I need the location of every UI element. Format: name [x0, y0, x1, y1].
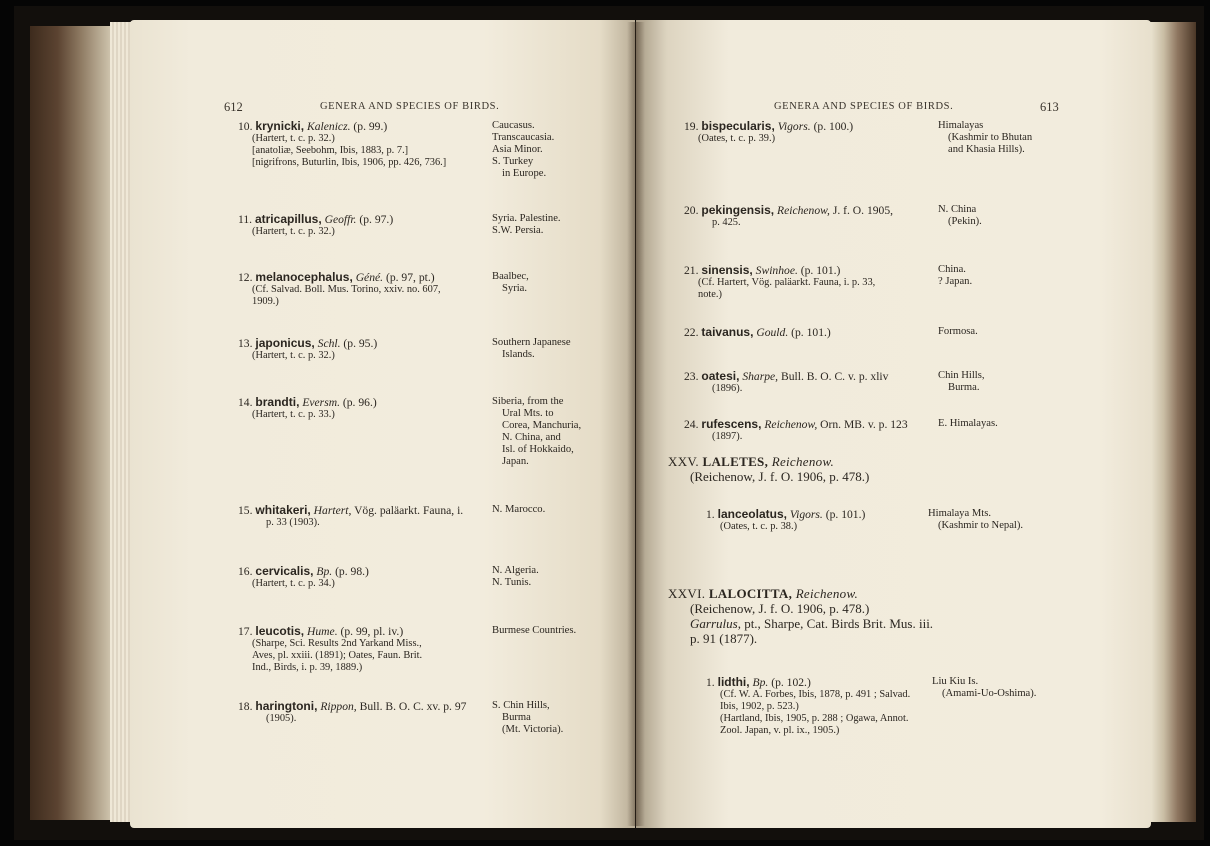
genus-name: LALETES,: [702, 454, 769, 469]
species-number: 1.: [706, 676, 715, 689]
genus-name: LALOCITTA,: [708, 586, 793, 601]
locality-line: Isl. of Hokkaido,: [502, 444, 574, 455]
species-reference: Ibis, 1902, p. 523.): [720, 701, 799, 712]
book-gutter: [627, 22, 645, 826]
locality-line: in Europe.: [502, 168, 547, 179]
species-reference: p. 425.: [712, 217, 741, 228]
book-spine-right: [1150, 22, 1196, 822]
species-reference: (Cf. Hartert, Vög. paläarkt. Fauna, i. p. 33,: [698, 277, 876, 288]
species-page-ref: (p. 95.): [343, 337, 378, 350]
species-name: lidthi,: [717, 675, 750, 689]
species-number: 1.: [706, 508, 715, 521]
species-author: Swinhoe.: [755, 264, 798, 277]
locality-line: (Kashmir to Bhutan: [948, 132, 1033, 143]
locality-line: (Pekin).: [948, 216, 982, 227]
locality-line: E. Himalayas.: [938, 418, 998, 429]
species-locality: [938, 370, 985, 394]
species-entry: [684, 120, 934, 145]
species-headline: [684, 370, 934, 383]
species-reference: note.): [698, 289, 722, 300]
species-page-ref: (p. 102.): [771, 676, 811, 689]
species-number: 12.: [238, 271, 253, 284]
species-reference: (Hartert, t. c. p. 32.): [252, 133, 335, 144]
species-name: bispecularis,: [701, 119, 775, 133]
species-name: krynicki,: [255, 119, 305, 133]
species-reference: (Hartert, t. c. p. 32.): [252, 226, 335, 237]
species-number: 18.: [238, 700, 253, 713]
genus-synonym: [668, 616, 933, 631]
locality-line: N. China: [938, 204, 977, 215]
species-name: cervicalis,: [255, 564, 314, 578]
locality-line: Burma.: [948, 382, 980, 393]
species-page-ref: (p. 97, pt.): [385, 271, 435, 284]
species-locality: [938, 418, 998, 430]
locality-line: Baalbec,: [492, 271, 529, 282]
species-locality: [492, 504, 545, 516]
species-page-ref: (p. 99.): [353, 120, 388, 133]
species-page-ref: Bull. B. O. C. xv. p. 97: [359, 700, 467, 713]
species-reference: (Oates, t. c. p. 38.): [720, 521, 798, 532]
species-number: 22.: [684, 326, 699, 339]
locality-line: Formosa.: [938, 326, 978, 337]
species-entry: [684, 204, 934, 229]
locality-line: Ural Mts. to: [502, 408, 554, 419]
genus-reference: (Reichenow, J. f. O. 1906, p. 478.): [690, 601, 870, 616]
species-author: Reichenow,: [764, 418, 818, 431]
genus-author: Reichenow.: [771, 454, 835, 469]
species-locality: [932, 676, 1036, 700]
species-locality: [938, 120, 1032, 156]
species-locality: [928, 508, 1023, 532]
genus-number: XXVI.: [668, 586, 706, 601]
species-page-ref: J. f. O. 1905,: [832, 204, 894, 217]
locality-line: Japan.: [502, 456, 529, 467]
species-name: pekingensis,: [701, 203, 775, 217]
species-entry: [706, 508, 946, 533]
species-page-ref: (p. 101.): [825, 508, 866, 521]
species-headline: [706, 508, 946, 521]
locality-line: Caucasus.: [492, 120, 535, 131]
species-name: haringtoni,: [255, 699, 318, 713]
locality-line: (Kashmir to Nepal).: [938, 520, 1024, 531]
species-number: 15.: [238, 504, 253, 517]
species-reference: (1896).: [712, 383, 743, 394]
genus-reference: (Reichenow, J. f. O. 1906, p. 478.): [690, 469, 870, 484]
locality-line: ? Japan.: [938, 276, 973, 287]
locality-line: Asia Minor.: [492, 144, 543, 155]
species-name: brandti,: [255, 395, 300, 409]
locality-line: China.: [938, 264, 966, 275]
species-headline: [684, 264, 934, 277]
species-locality: [492, 396, 581, 468]
species-headline: [684, 120, 934, 133]
species-locality: [492, 700, 563, 736]
species-page-ref: (p. 99, pl. iv.): [340, 625, 404, 638]
right-page: [636, 20, 1151, 828]
species-entry: [684, 326, 934, 339]
genus-number: XXV.: [668, 454, 699, 469]
species-name: whitakeri,: [255, 503, 311, 517]
species-name: japonicus,: [255, 336, 315, 350]
species-page-ref: (p. 98.): [335, 565, 369, 578]
species-number: 11.: [238, 213, 253, 226]
species-author: Géné.: [355, 271, 384, 284]
genus-author: Reichenow.: [795, 586, 859, 601]
species-locality: [492, 271, 529, 295]
genus-heading-laletes: [668, 454, 869, 484]
species-reference: 1909.): [252, 296, 279, 307]
locality-line: Burma: [502, 712, 531, 723]
locality-line: Transcaucasia.: [492, 132, 555, 143]
species-reference: Zool. Japan, v. pl. ix., 1905.): [720, 725, 840, 736]
locality-line: S. Turkey: [492, 156, 534, 167]
locality-line: N. Marocco.: [492, 504, 546, 515]
species-headline: [706, 676, 946, 689]
species-reference: (Cf. Salvad. Boll. Mus. Torino, xxiv. no. 607,: [252, 284, 441, 295]
species-name: lanceolatus,: [717, 507, 787, 521]
species-author: Hume.: [307, 625, 338, 638]
species-reference: (1897).: [712, 431, 743, 442]
synonym-rest: , pt., Sharpe, Cat. Birds Brit. Mus. iii.: [737, 616, 934, 631]
species-number: 14.: [238, 396, 253, 409]
species-page-ref: (p. 97.): [359, 213, 394, 226]
species-author: Bp.: [316, 565, 333, 578]
species-number: 20.: [684, 204, 699, 217]
species-reference: (Hartert, t. c. p. 33.): [252, 409, 335, 420]
species-page-ref: Orn. MB. v. p. 123: [820, 418, 908, 431]
species-number: 24.: [684, 418, 699, 431]
species-locality: [492, 565, 539, 589]
species-reference: (Hartert, t. c. p. 34.): [252, 578, 335, 589]
locality-line: Siberia, from the: [492, 396, 564, 407]
locality-line: Burmese Countries.: [492, 625, 577, 636]
species-number: 17.: [238, 625, 253, 638]
species-reference: [nigrifrons, Buturlin, Ibis, 1906, pp. 426, 736.]: [252, 157, 447, 168]
locality-line: Syria. Palestine.: [492, 213, 561, 224]
species-author: Sharpe,: [742, 370, 779, 383]
species-locality: [492, 337, 571, 361]
locality-line: and Khasia Hills).: [948, 144, 1025, 155]
species-author: Kalenicz.: [307, 120, 351, 133]
species-author: Bp.: [752, 676, 769, 689]
species-author: Gould.: [756, 326, 789, 339]
locality-line: (Mt. Victoria).: [502, 724, 564, 735]
species-author: Reichenow,: [777, 204, 830, 217]
locality-line: N. Algeria.: [492, 565, 539, 576]
species-author: Hartert,: [313, 504, 352, 517]
species-author: Schl.: [317, 337, 341, 350]
species-name: leucotis,: [255, 624, 305, 638]
species-author: Geoffr.: [324, 213, 357, 226]
species-name: atricapillus,: [254, 212, 322, 226]
locality-line: N. China, and: [502, 432, 561, 443]
species-name: oatesi,: [701, 369, 740, 383]
species-locality: [492, 625, 576, 637]
species-headline: [684, 326, 934, 339]
locality-line: Himalayas: [938, 120, 984, 131]
species-number: 23.: [684, 370, 699, 383]
species-headline: [684, 204, 934, 217]
species-headline: [684, 418, 934, 431]
species-locality: [492, 213, 561, 237]
species-number: 10.: [238, 120, 253, 133]
species-locality: [492, 120, 554, 180]
locality-line: Southern Japanese: [492, 337, 571, 348]
species-author: Eversm.: [302, 396, 340, 409]
species-reference: (Hartert, t. c. p. 32.): [252, 350, 335, 361]
synonym-genus: Garrulus: [690, 616, 738, 631]
species-page-ref: Vög. paläarkt. Fauna, i.: [354, 504, 464, 517]
locality-line: S.W. Persia.: [492, 225, 544, 236]
species-name: sinensis,: [701, 263, 753, 277]
locality-line: N. Tunis.: [492, 577, 532, 588]
genus-heading-lalocitta: [668, 586, 933, 646]
species-number: 19.: [684, 120, 699, 133]
species-entry: [684, 370, 934, 395]
locality-line: Himalaya Mts.: [928, 508, 991, 519]
species-number: 16.: [238, 565, 253, 578]
species-entry: [684, 418, 934, 443]
species-reference: (Hartland, Ibis, 1905, p. 288 ; Ogawa, Annot.: [720, 713, 909, 724]
species-reference: (Cf. W. A. Forbes, Ibis, 1878, p. 491 ; Salvad.: [720, 689, 911, 700]
locality-line: Corea, Manchuria,: [502, 420, 582, 431]
species-number: 13.: [238, 337, 253, 350]
species-reference: Ind., Birds, i. p. 39, 1889.): [252, 662, 363, 673]
species-number: 21.: [684, 264, 699, 277]
species-name: rufescens,: [701, 417, 762, 431]
species-reference: p. 33 (1903).: [266, 517, 320, 528]
species-page-ref: (p. 101.): [800, 264, 841, 277]
locality-line: S. Chin Hills,: [492, 700, 550, 711]
species-reference: Aves, pl. xxiii. (1891); Oates, Faun. Brit.: [252, 650, 423, 661]
book-spine-left: [30, 26, 122, 820]
species-page-ref: (p. 100.): [813, 120, 854, 133]
species-name: melanocephalus,: [255, 270, 353, 284]
species-page-ref: (p. 96.): [342, 396, 377, 409]
species-locality: [938, 264, 972, 288]
species-entry: [706, 676, 946, 737]
species-entry: [684, 264, 934, 301]
species-author: Rippon,: [320, 700, 357, 713]
species-reference: (Oates, t. c. p. 39.): [698, 133, 776, 144]
species-locality: [938, 204, 982, 228]
locality-line: (Amami-Uo-Oshima).: [942, 688, 1037, 699]
species-author: Vigors.: [789, 508, 823, 521]
locality-line: Syria.: [502, 283, 528, 294]
locality-line: Islands.: [502, 349, 535, 360]
page-number: 612: [224, 100, 243, 114]
locality-line: Chin Hills,: [938, 370, 985, 381]
species-locality: [938, 326, 978, 338]
running-header: GENERA AND SPECIES OF BIRDS.: [320, 101, 500, 112]
running-header: GENERA AND SPECIES OF BIRDS.: [774, 101, 954, 112]
species-reference: (1905).: [266, 713, 297, 724]
species-author: Vigors.: [777, 120, 811, 133]
genus-synonym-cont: p. 91 (1877).: [690, 631, 758, 646]
species-reference: (Sharpe, Sci. Results 2nd Yarkand Miss.,: [252, 638, 422, 649]
locality-line: Liu Kiu Is.: [932, 676, 979, 687]
left-page: [130, 20, 635, 828]
species-name: taivanus,: [701, 325, 754, 339]
species-reference: [anatoliæ, Seebohm, Ibis, 1883, p. 7.]: [252, 145, 409, 156]
species-page-ref: (p. 101.): [791, 326, 831, 339]
species-page-ref: Bull. B. O. C. v. p. xliv: [780, 370, 889, 383]
page-number: 613: [1040, 100, 1059, 114]
